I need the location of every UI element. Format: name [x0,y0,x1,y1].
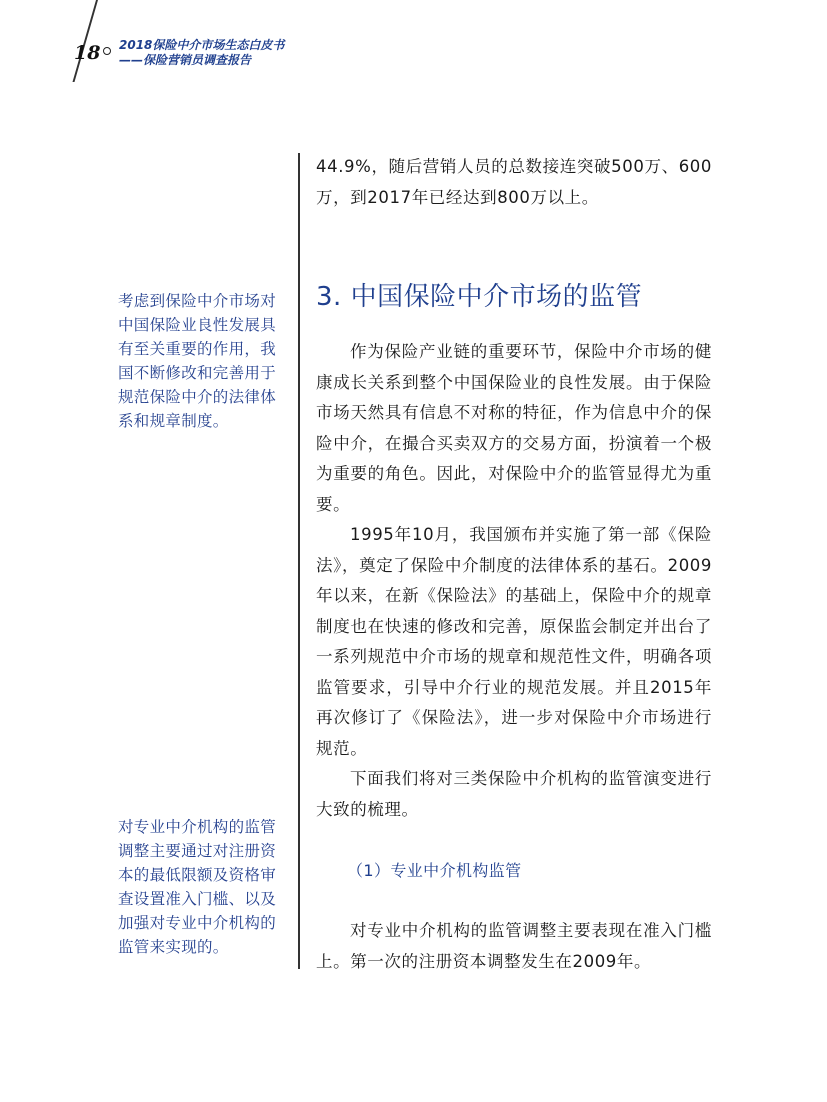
running-header-title: 2018保险中介市场生态白皮书 [119,38,285,52]
sidenote-professional-intermediaries: 对专业中介机构的监管调整主要通过对注册资本的最低限额及资格审查设置准入门槛、以及加强对专业中介机构的监管来实现的。 [118,818,277,956]
running-header-subtitle: ——保险营销员调查报告 [119,53,252,67]
column-divider [298,153,300,969]
section-heading: 3. 中国保险中介市场的监管 [316,282,643,312]
page-number: 18 [74,42,101,64]
header-slash-line [72,0,101,82]
paragraph-bottom: 对专业中介机构的监管调整主要表现在准入门槛上。第一次的注册资本调整发生在2009年。 [316,921,712,971]
continued-paragraph [316,152,712,213]
sidenote-regulation: 考虑到保险中介市场对中国保险业良性发展具有至关重要的作用，我国不断修改和完善用于规范保险中介的法律体系和规章制度。 [118,292,277,430]
paragraph-top: 44.9%，随后营销人员的总数接连突破500万、600万，到2017年已经达到800万以上。 [316,157,712,207]
paragraph-1: 作为保险产业链的重要环节，保险中介市场的健康成长关系到整个中国保险业的良性发展。由于保险市场天然具有信息不对称的特征，作为信息中介的保险中介，在撮合买卖双方的交易方面，扮演着一个极为重要的角色。因此，对保险中介的监管显得尤为重要。 [316,342,712,514]
paragraph-3: 下面我们将对三类保险中介机构的监管演变进行大致的梳理。 [316,769,712,819]
paragraph-2: 1995年10月，我国颁布并实施了第一部《保险法》，奠定了保险中介制度的法律体系的基石。2009年以来，在新《保险法》的基础上，保险中介的规章制度也在快速的修改和完善，原保监会制定并出台了一系列规范中介市场的规章和规范性文件，明确各项监管要求，引导中介行业的规范发展。并且2015年再次修订了《保险法》，进一步对保险中介市场进行规范。 [316,525,712,758]
page-number-circle-icon [103,47,111,55]
subsection-body [316,916,712,977]
subsection-heading: （1）专业中介机构监管 [347,861,522,880]
section-body [316,337,712,825]
